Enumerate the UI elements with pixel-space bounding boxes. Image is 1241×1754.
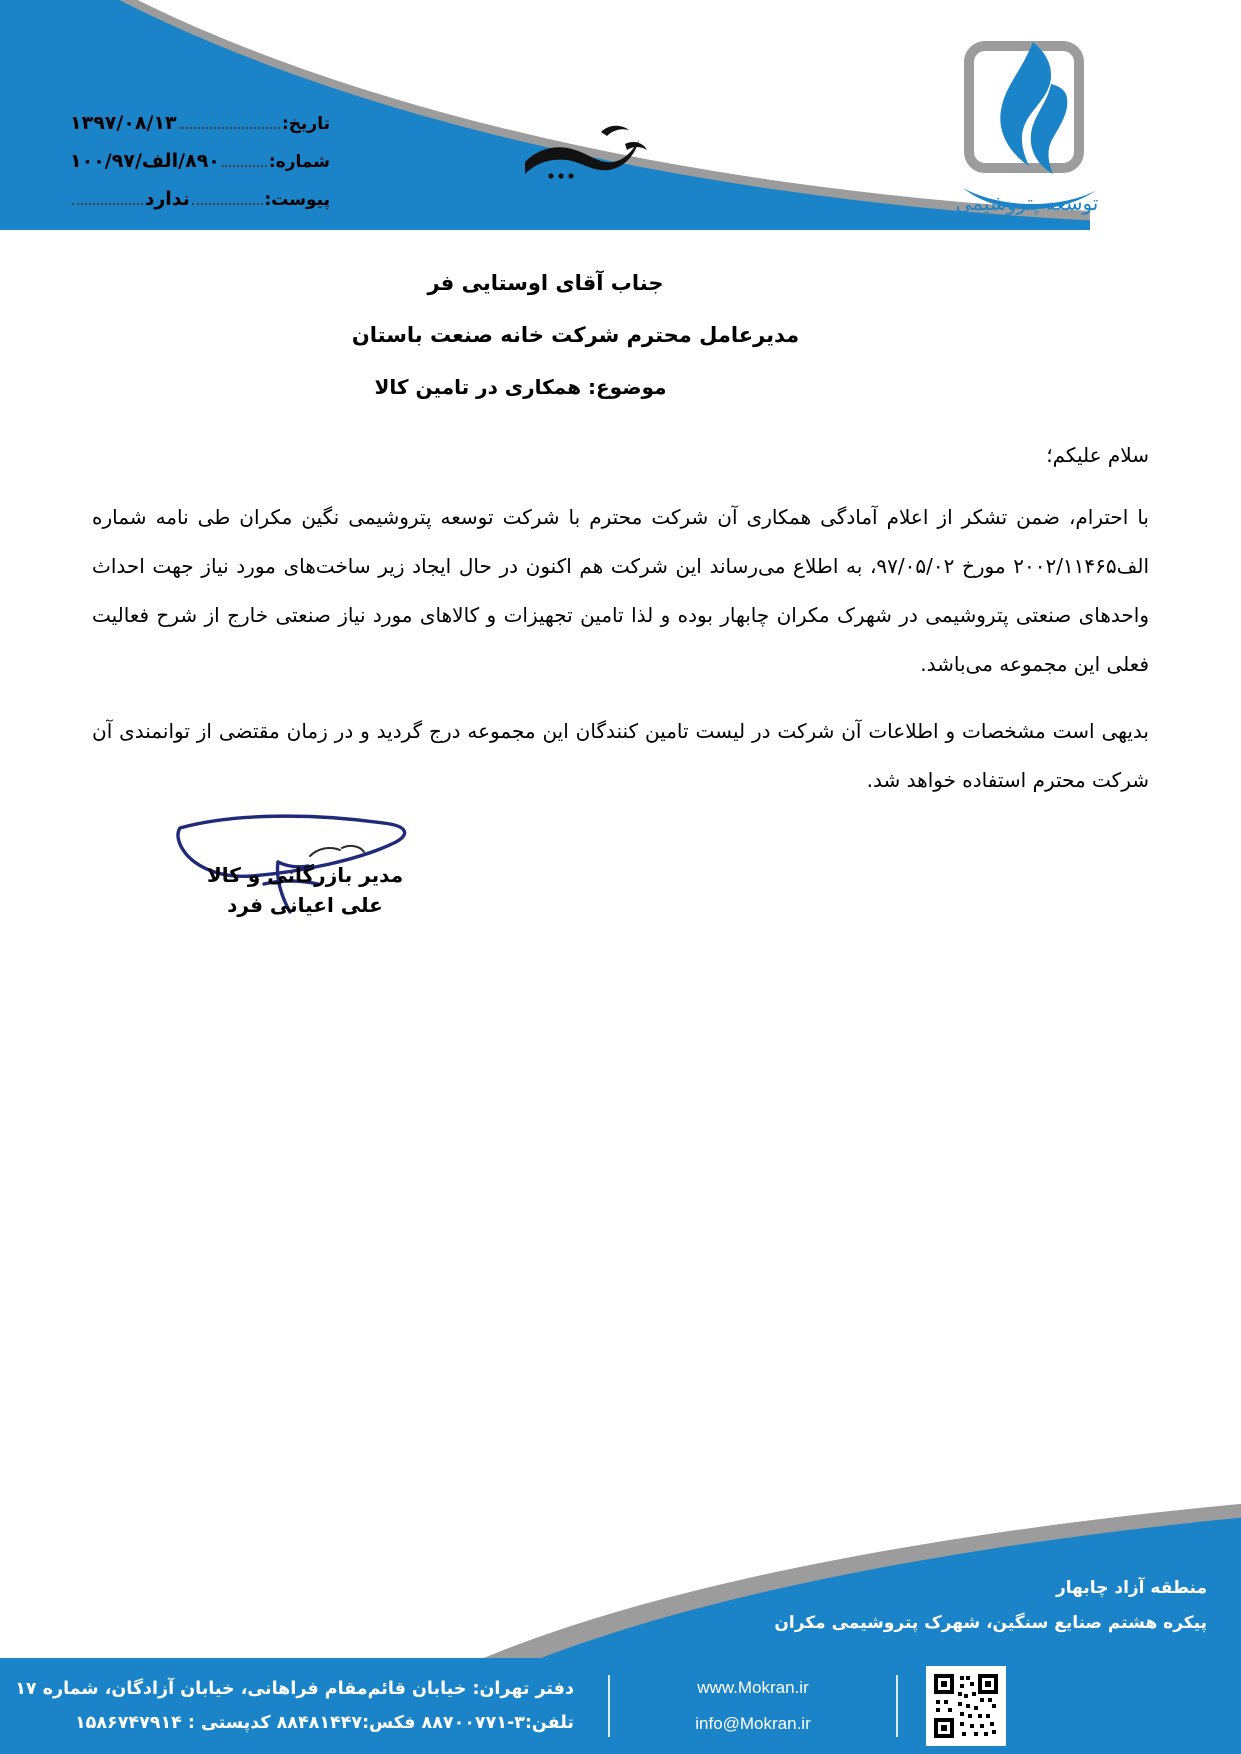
footer-web-contacts [618,1670,888,1741]
footer-contact-bar [0,1658,1241,1754]
qr-code-icon [926,1666,1006,1746]
attachment-label: پیوست: [264,190,330,210]
signatory-name: علی اعیانی فرد [227,893,383,917]
date-dotted-rule [179,115,280,129]
footer-address-line-1: منطقه آزاد چابهار [1056,1577,1207,1598]
footer-qr-area [906,1666,1006,1746]
company-logo [955,38,1105,223]
number-value: ۸۹۰/الف/۱۰۰/۹۷ [70,150,220,172]
letter-paragraph-1: با احترام، ضمن تشکر از اعلام آمادگی همکاری آن شرکت محترم با شرکت توسعه پتروشیمی نگین مکران طی نامه شماره الف۲۰۰۲/۱۱۴۶۵ مورخ ۹۷/۰۵/۰۲، به اطلاع می‌رساند این شرکت هم اکنون در حال ایجاد زیر ساخت‌های مورد نیاز جهت احداث واحدهای صنعتی پتروشیمی در شهرک مکران چابهار بوده و لذا تامین تجهیزات و کالاهای مورد نیاز صنعتی خارج از شرح فعالیت فعلی این مجموعه می‌باشد. [92,505,1149,676]
besmellah-calligraphy [505,118,665,188]
letter-paragraph-2: بدیهی است مشخصات و اطلاعات آن شرکت در لیست تامین کنندگان این مجموعه درج گردید و در زمان مقتضی از توانمندی آن شرکت محترم استفاده خواهد شد. [92,719,1149,792]
number-dotted-rule [222,153,267,167]
meta-row-number [70,150,330,188]
footer-divider-1 [608,1675,610,1737]
addressee-title: مدیرعامل محترم شرکت خانه صنعت باستان [351,323,800,347]
svg-text:توسعه پتروشیمی: توسعه پتروشیمی [955,191,1099,215]
footer-tehran-address: دفتر تهران: خیابان قائم‌مقام فراهانی، خیابان آزادگان، شماره ۱۷ [15,1678,574,1699]
number-label: شماره: [268,152,330,172]
footer-site-address [774,1571,1207,1642]
letter-body [0,255,1241,805]
addressee-name: جناب آقای اوستایی فر [427,271,664,295]
footer-email[interactable]: info@Mokran.ir [695,1714,811,1733]
signatory-title: مدیر بازرگانی و کالا [206,863,404,887]
footer-tehran-office [0,1672,600,1740]
attachment-value: ندارد [144,188,190,210]
letter-greeting: سلام علیکم؛ [1046,443,1149,467]
letter-meta-block [70,112,330,226]
date-value: ۱۳۹۷/۰۸/۱۳ [70,112,177,134]
footer-tehran-contact: تلفن:۳-۸۸۷۰۰۷۷۱ فکس:۸۸۴۸۱۴۴۷ کدپستی : ۱۵۸۶۷۴۷۹۱۴ [75,1713,574,1733]
signature-block [150,860,460,920]
attachment-dotted-rule [192,191,263,205]
meta-row-attachment [70,188,330,226]
header-white-right-fill [1090,0,1241,230]
meta-row-date [70,112,330,150]
footer-website[interactable]: www.Mokran.ir [697,1678,809,1698]
attachment-dotted-rule-2 [72,191,143,205]
page-footer [0,1454,1241,1754]
footer-address-line-2: پیکره هشتم صنایع سنگین، شهرک پتروشیمی مکران [774,1613,1207,1634]
date-label: تاریخ: [282,114,330,134]
footer-divider-2 [896,1675,898,1737]
letter-subject: موضوع: همکاری در تامین کالا [374,375,667,399]
